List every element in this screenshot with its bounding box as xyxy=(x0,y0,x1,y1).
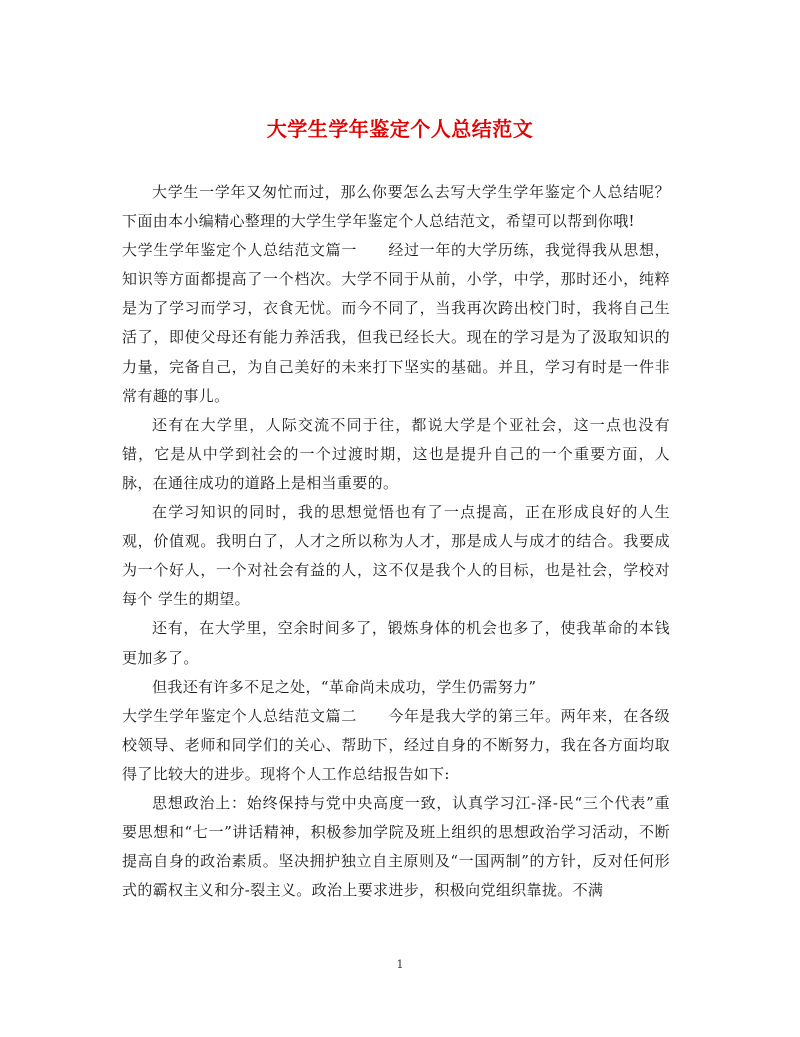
document-body xyxy=(122,178,670,905)
paragraph: 在学习知识的同时，我的思想觉悟也有了一点提高，正在形成良好的人生观，价值观。我明白了，人才之所以称为人才，那是成人与成才的结合。我要成为一个好人，一个对社会有益的人，这不仅是我个人的目标，也是社会，学校对每个 学生的期望。 xyxy=(122,503,670,609)
paragraph: 大学生一学年又匆忙而过，那么你要怎么去写大学生学年鉴定个人总结呢？下面由本小编精心整理的大学生学年鉴定个人总结范文，希望可以帮到你哦! xyxy=(122,183,670,231)
document-title: 大学生学年鉴定个人总结范文 xyxy=(266,117,534,141)
paragraph: 还有在大学里，人际交流不同于往，都说大学是个亚社会，这一点也没有错，它是从中学到社会的一个过渡时期，这也是提升自己的一个重要方面，人脉，在通往成功的道路上是相当重要的。 xyxy=(122,415,670,492)
page-number: 1 xyxy=(396,958,404,971)
paragraph: 但我还有许多不足之处，“革命尚未成功，学生仍需努力” xyxy=(152,677,537,696)
paragraph-section-heading: 大学生学年鉴定个人总结范文篇一 经过一年的大学历练，我觉得我从思想，知识等方面都提高了一个档次。大学不同于从前，小学，中学，那时还小，纯粹是为了学习而学习，衣食无忧。而今不同了，当我再次跨出校门时，我将自己生活了，即使父母还有能力养活我，但我已经长大。现在的学习是为了汲取知识的力量，完备自己，为自己美好的未来打下坚实的基础。并且，学习有时是一件非常有趣的事儿。 xyxy=(122,241,670,405)
paragraph-section-heading: 大学生学年鉴定个人总结范文篇二 今年是我大学的第三年。两年来，在各级校领导、老师和同学们的关心、帮助下，经过自身的不断努力，我在各方面均取得了比较大的进步。现将个人工作总结报告如下: xyxy=(122,706,670,783)
paragraph: 还有，在大学里，空余时间多了，锻炼身体的机会也多了，使我革命的本钱更加多了。 xyxy=(122,619,670,667)
paragraph: 思想政治上：始终保持与党中央高度一致，认真学习江-泽-民“三个代表”重要思想和“七一”讲话精神，积极参加学院及班上组织的思想政治学习活动，不断提高自身的政治素质。坚决拥护独立自主原则及“一国两制”的方针，反对任何形式的霸权主义和分-裂主义。政治上要求进步，积极向党组织靠拢。不满 xyxy=(122,793,670,900)
